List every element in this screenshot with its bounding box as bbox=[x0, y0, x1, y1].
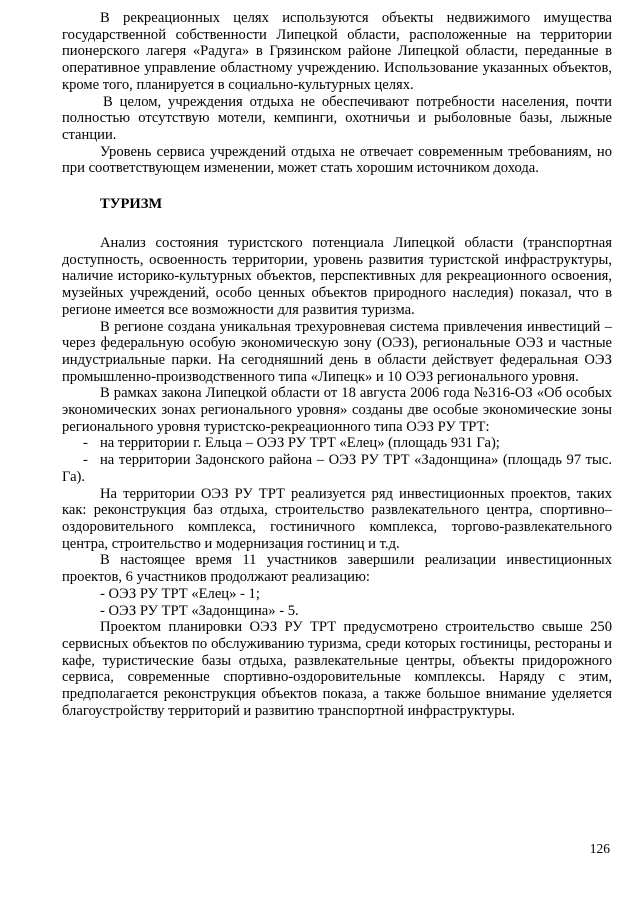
list-dash: - bbox=[83, 452, 88, 469]
paragraph-planning-project: Проектом планировки ОЭЗ РУ ТРТ предусмотрено строительство свыше 250 сервисных объектов по обслуживанию туризма, среди которых гостиницы, рестораны и кафе, туристические базы отдыха, развлекательные центры, объекты придорожного сервиса, современные спортивно-оздоровительные комплексы. Наряду с этим, предполагается реконструкция объектов показа, а также большое внимание уделяется благоустройству территорий и развитию транспортной инфраструктуры. bbox=[62, 619, 612, 719]
page-number: 126 bbox=[589, 841, 610, 856]
paragraph-investment-system: В регионе создана уникальная трехуровневая система привлечения инвестиций – через федеральную особую экономическую зону (ОЭЗ), региональные ОЭЗ и частные индустриальные парки. На сегодняшний день в области действует федеральная ОЭЗ промышленно-производственного типа «Липецк» и 10 ОЭЗ регионального уровня. bbox=[62, 318, 612, 385]
paragraph-recreational-objects: В рекреационных целях используются объекты недвижимого имущества государственной собственности Липецкой области, расположенные на территории пионерского лагеря «Радуга» в Грязинском районе Липецкой области, переданные в оперативное управление областному учреждению. Использование указанных объектов, кроме того, планируется в социально-культурных целях. bbox=[62, 10, 612, 93]
list-item-text: на территории Задонского района – ОЭЗ РУ ТРТ «Задонщина» (площадь 97 тыс. Га). bbox=[62, 452, 612, 485]
paragraph-service-level: Уровень сервиса учреждений отдыха не отвечает современным требованиям, но при соответствующем изменении, может стать хорошим источником дохода. bbox=[62, 143, 612, 177]
list-item-participants-zadonshchina: - ОЭЗ РУ ТРТ «Задонщина» - 5. bbox=[100, 602, 299, 619]
list-item-participants-elets: - ОЭЗ РУ ТРТ «Елец» - 1; bbox=[100, 585, 260, 602]
list-item-zone-zadonshchina bbox=[62, 452, 612, 485]
list-dash: - bbox=[83, 435, 88, 452]
paragraph-tourism-analysis: Анализ состояния туристского потенциала Липецкой области (транспортная доступность, освоенность территории, уровень развития туристской инфраструктуры, наличие историко-культурных объектов, перспективных для рекреационного освоения, музейных учреждений, особо ценных объектов природного наследия) показал, что в регионе имеется все возможности для развития туризма. bbox=[62, 235, 612, 318]
paragraph-investment-projects: На территории ОЭЗ РУ ТРТ реализуется ряд инвестиционных проектов, таких как: реконструкция баз отдыха, строительство развлекательного центра, спортивно–оздоровительного комплекса, гостиничного комплекса, торгово-развлекательного центра, строительство и модернизация гостиниц и т.д. bbox=[62, 485, 612, 552]
list-item-zone-elets bbox=[62, 435, 612, 452]
paragraph-regional-law: В рамках закона Липецкой области от 18 августа 2006 года №316-ОЗ «Об особых экономических зонах регионального уровня» созданы две особые экономические зоны регионального уровня туристско-рекреационного типа ОЭЗ РУ ТРТ: bbox=[62, 385, 612, 435]
paragraph-rest-facilities: В целом, учреждения отдыха не обеспечивают потребности населения, почти полностью отсутствую мотели, кемпинги, охотничьи и рыболовные базы, лыжные станции. bbox=[62, 93, 612, 143]
list-item-text: на территории г. Ельца – ОЭЗ РУ ТРТ «Елец» (площадь 931 Га); bbox=[100, 435, 500, 452]
paragraph-participants: В настоящее время 11 участников завершили реализации инвестиционных проектов, 6 участников продолжают реализацию: bbox=[62, 552, 612, 586]
section-heading-tourism: ТУРИЗМ bbox=[100, 196, 163, 213]
